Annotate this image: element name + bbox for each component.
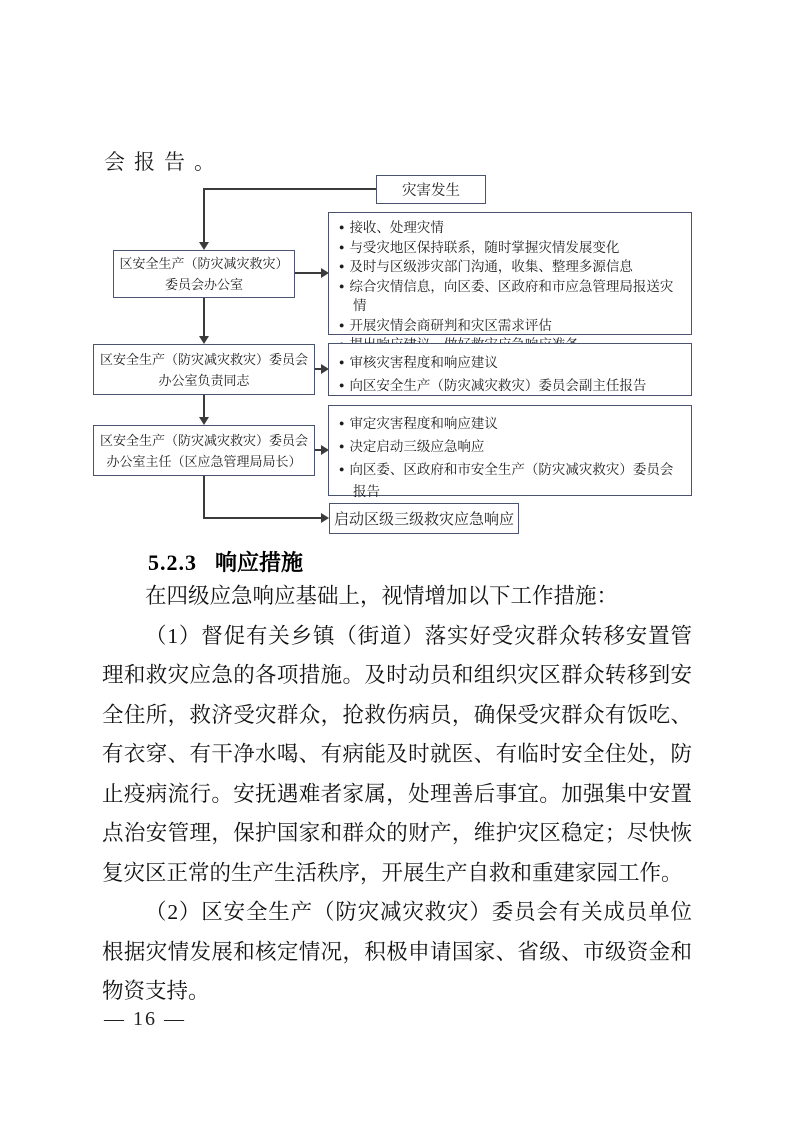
director-tasks-list — [329, 406, 691, 503]
flowchart-office-tasks-box — [328, 212, 692, 335]
flowchart-start-box — [376, 175, 486, 204]
intro-line: 会报告。 — [104, 150, 224, 174]
arrow-down-icon — [199, 242, 209, 250]
duty-leader-tasks-list — [329, 344, 691, 397]
task-item: ● 开展灾情会商研判和灾区需求评估 — [353, 316, 685, 336]
flowchart-duty-leader-box — [93, 344, 315, 395]
task-item: ● 及时与区级涉灾部门沟通，收集、整理多源信息 — [353, 257, 685, 277]
flowchart-office-box — [113, 250, 295, 298]
connector-left3-end-horizontal — [203, 517, 321, 519]
office-box-line1: 区安全生产（防灾减灾救灾） — [119, 256, 289, 271]
connector-start-horizontal — [203, 188, 376, 190]
connector-left1-right1 — [295, 272, 322, 274]
task-item: ● 接收、处理灾情 — [353, 218, 685, 238]
paragraph-intro: 在四级应急响应基础上，视情增加以下工作措施： — [145, 584, 619, 608]
paragraph-item1: （1）督促有关乡镇（街道）落实好受灾群众转移安置管理和救灾应急的各项措施。及时动员和组织灾区群众转移到安全住所，救济受灾群众，抢救伤病员，确保受灾群众有饭吃、有衣穿、有干净水喝、有病能及时就医、有临时安全住处，防止疫病流行。安抚遇难者家属，处理善后事宜。加强集中安置点治安管理，保护国家和群众的财产，维护灾区稳定；尽快恢复灾区正常的生产生活秩序，开展生产自救和重建家园工作。 — [102, 623, 692, 885]
page-number: — 16 — — [104, 1008, 186, 1030]
director-line2: 办公室主任（区应急管理局局长） — [106, 453, 302, 469]
flowchart-director-tasks-box — [328, 405, 692, 499]
task-item: ● 审定灾害程度和响应建议 — [353, 412, 685, 435]
arrow-down-icon — [199, 417, 209, 425]
task-item: ● 决定启动三级应急响应 — [353, 435, 685, 458]
flowchart-director-box — [93, 425, 315, 476]
connector-left3-end-vertical — [203, 476, 205, 518]
office-tasks-list — [329, 213, 691, 355]
task-item: ● 综合灾情信息，向区委、区政府和市应急管理局报送灾情 — [353, 277, 685, 316]
section-title: 响应措施 — [215, 550, 304, 575]
section-body — [102, 577, 692, 1012]
flowchart-duty-leader-tasks-box — [328, 343, 692, 396]
duty-leader-line1: 区安全生产（防灾减灾救灾）委员会 — [99, 351, 308, 367]
arrow-down-icon — [199, 336, 209, 344]
task-item: ● 审核灾害程度和响应建议 — [353, 351, 685, 374]
connector-left1-left2 — [203, 298, 205, 336]
task-item: ● 向区安全生产（防灾减灾救灾）委员会副主任报告 — [353, 374, 685, 397]
duty-leader-line2: 办公室负责同志 — [158, 372, 250, 388]
section-number: 5.2.3 — [148, 550, 197, 575]
connector-start-vertical — [203, 188, 205, 242]
paragraph-item2: （2）区安全生产（防灾减灾救灾）委员会有关成员单位根据灾情发展和核定情况，积极申请国家、省级、市级资金和物资支持。 — [102, 900, 692, 1003]
flowchart-end-box — [329, 503, 519, 534]
connector-left2-left3 — [203, 395, 205, 419]
director-line1: 区安全生产（防灾减灾救灾）委员会 — [99, 432, 308, 448]
office-box-line2: 委员会办公室 — [164, 277, 243, 292]
flowchart-end-label: 启动区级三级救灾应急响应 — [333, 511, 514, 528]
arrow-right-icon — [321, 513, 329, 523]
flowchart-start-label: 灾害发生 — [402, 183, 460, 199]
section-heading — [148, 546, 303, 577]
task-item: ● 与受灾地区保持联系，随时掌握灾情发展变化 — [353, 238, 685, 258]
task-item: ● 向区委、区政府和市安全生产（防灾减灾救灾）委员会报告 — [353, 458, 685, 503]
